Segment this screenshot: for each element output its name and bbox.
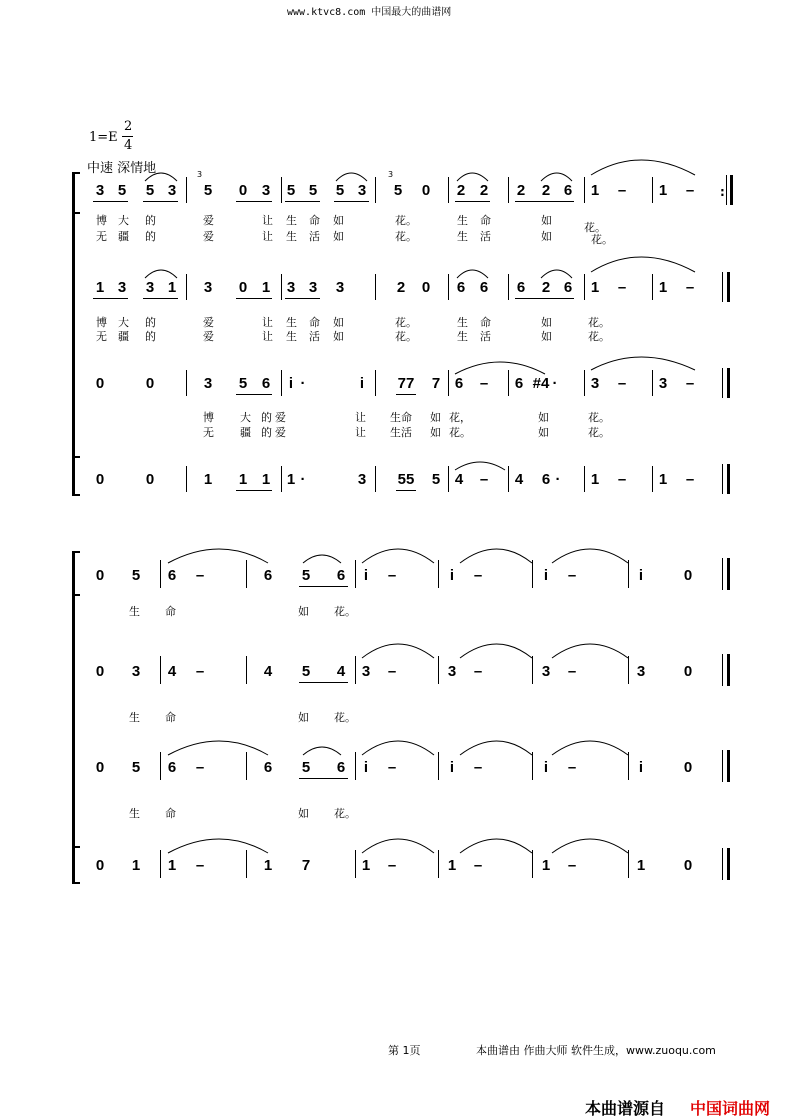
- lyric: 花。: [588, 426, 610, 439]
- bracket-bottom-hook: [72, 494, 80, 496]
- software-credit: 本曲谱由 作曲大师 软件生成，www.zuoqu.com: [476, 1044, 716, 1057]
- note: 5: [393, 182, 403, 199]
- note: 1: [95, 279, 105, 296]
- note: 1: [636, 857, 646, 874]
- note: 2: [456, 182, 466, 199]
- note: 6: [263, 759, 273, 776]
- lyric: 命: [309, 214, 320, 227]
- lyric: 爱: [275, 411, 286, 424]
- bracket-mid-hook: [72, 594, 80, 596]
- lyric: 如: [541, 316, 552, 329]
- lyric: 生活: [390, 426, 412, 439]
- note: 0: [683, 759, 693, 776]
- lyric: 命: [165, 605, 176, 618]
- note: 3: [357, 182, 367, 199]
- time-signature-top: 2: [124, 119, 133, 134]
- note: –: [617, 375, 627, 392]
- note: 0: [683, 567, 693, 584]
- note: –: [567, 567, 577, 584]
- note: i: [363, 759, 369, 776]
- lyric: 花。: [588, 330, 610, 343]
- note: 1: [203, 471, 213, 488]
- lyric: 的: [145, 330, 156, 343]
- note: 6: [514, 375, 524, 392]
- lyric: 如: [333, 214, 344, 227]
- note: 1: [167, 857, 177, 874]
- note: –: [685, 471, 695, 488]
- lyric: 花，: [449, 411, 471, 424]
- lyric: 的: [145, 316, 156, 329]
- lyric: 花。: [395, 230, 417, 243]
- note: 6: [541, 471, 551, 488]
- note: 0: [421, 279, 431, 296]
- note: 6: [563, 182, 573, 199]
- lyric: 命: [480, 316, 491, 329]
- lyric: 花。: [584, 221, 606, 234]
- note: 4: [454, 471, 464, 488]
- lyric: 如: [333, 230, 344, 243]
- beam: [93, 298, 128, 299]
- lyric: 花。: [588, 316, 610, 329]
- note: 5: [301, 663, 311, 680]
- lyric: 生: [286, 214, 297, 227]
- lyric: 如: [430, 411, 441, 424]
- note: 0: [95, 567, 105, 584]
- note: 6: [479, 279, 489, 296]
- lyric: 花。: [591, 233, 613, 246]
- note: 0: [683, 857, 693, 874]
- lyric: 大: [118, 316, 129, 329]
- time-signature-bottom: 4: [124, 138, 133, 153]
- lyric: 的: [145, 214, 156, 227]
- note: 2: [541, 182, 551, 199]
- lyric: 花。: [334, 711, 356, 724]
- lyric: 无: [203, 426, 214, 439]
- note: 1: [167, 279, 177, 296]
- note: 6: [563, 279, 573, 296]
- note: 3: [447, 663, 457, 680]
- note: 5: [131, 567, 141, 584]
- note: –: [567, 663, 577, 680]
- note: –: [567, 857, 577, 874]
- note: 3: [261, 182, 271, 199]
- beam: [299, 682, 348, 683]
- key-signature: 1=E: [89, 130, 118, 145]
- note: 2: [541, 279, 551, 296]
- lyric: 爱: [203, 230, 214, 243]
- note: 3: [117, 279, 127, 296]
- lyric: 活: [480, 330, 491, 343]
- note: 6: [167, 759, 177, 776]
- note: 1: [590, 471, 600, 488]
- note: i: [449, 567, 455, 584]
- beam: [285, 298, 320, 299]
- note: 5: [431, 471, 441, 488]
- bracket-bottom-hook: [72, 882, 80, 884]
- note: i: [449, 759, 455, 776]
- lyric: 活: [309, 230, 320, 243]
- beam: [455, 201, 490, 202]
- lyric: 花。: [395, 316, 417, 329]
- beam: [515, 298, 574, 299]
- lyric: 花。: [334, 807, 356, 820]
- note: 1: [447, 857, 457, 874]
- note: 1: [261, 279, 271, 296]
- note: –: [473, 857, 483, 874]
- note: 5: [238, 375, 248, 392]
- site-header: www.ktvc8.com 中国最大的曲谱网: [287, 7, 452, 18]
- note: 0: [95, 759, 105, 776]
- note: 3: [357, 471, 367, 488]
- note: 6: [261, 375, 271, 392]
- lyric: 大: [240, 411, 251, 424]
- tempo-marking: 中速 深情地: [87, 161, 157, 176]
- lyric: 如: [298, 605, 309, 618]
- lyric: 花。: [395, 330, 417, 343]
- lyric: 如: [333, 316, 344, 329]
- note: 1: [658, 279, 668, 296]
- note: 5: [131, 759, 141, 776]
- lyric: 如: [538, 426, 549, 439]
- note: 3: [95, 182, 105, 199]
- lyric: 如: [541, 214, 552, 227]
- note: 6: [167, 567, 177, 584]
- beam: [299, 778, 348, 779]
- slur-group: [0, 825, 790, 860]
- lyric: 活: [480, 230, 491, 243]
- page-number: 第 1页: [388, 1044, 421, 1057]
- lyric: 生: [129, 807, 140, 820]
- lyric: 让: [262, 330, 273, 343]
- note: –: [387, 663, 397, 680]
- beam: [334, 201, 369, 202]
- lyric: 博: [203, 411, 214, 424]
- triplet-mark: 3: [197, 170, 203, 179]
- lyric: 生: [286, 316, 297, 329]
- note: 3: [541, 663, 551, 680]
- note: –: [473, 663, 483, 680]
- note: 5: [335, 182, 345, 199]
- lyric: 让: [262, 316, 273, 329]
- lyric: 生: [457, 330, 468, 343]
- lyric: 命: [165, 711, 176, 724]
- beam: [93, 201, 128, 202]
- note: –: [387, 759, 397, 776]
- lyric: 命: [480, 214, 491, 227]
- note: 0: [95, 375, 105, 392]
- note: 3: [658, 375, 668, 392]
- beam: [515, 201, 574, 202]
- slur-group: [0, 252, 790, 282]
- note: ·: [552, 375, 558, 392]
- beam: [299, 586, 348, 587]
- note: 55: [397, 471, 415, 488]
- lyric: 生: [286, 330, 297, 343]
- lyric: 的: [261, 411, 272, 424]
- note: i: [543, 567, 549, 584]
- lyric: 大: [118, 214, 129, 227]
- note: –: [473, 759, 483, 776]
- lyric: 命: [309, 316, 320, 329]
- note: 2: [479, 182, 489, 199]
- beam: [396, 394, 416, 395]
- time-signature-line: [122, 136, 133, 137]
- note: 7: [301, 857, 311, 874]
- lyric: 活: [309, 330, 320, 343]
- note: 3: [167, 182, 177, 199]
- note: 1: [658, 182, 668, 199]
- slur-group: [0, 727, 790, 762]
- note: –: [195, 663, 205, 680]
- lyric: 生: [457, 316, 468, 329]
- note: 5: [145, 182, 155, 199]
- note: 0: [95, 857, 105, 874]
- note: 1: [131, 857, 141, 874]
- bracket-mid-hook: [72, 212, 80, 214]
- note: 5: [308, 182, 318, 199]
- beam: [285, 201, 320, 202]
- note: 0: [238, 182, 248, 199]
- note: 0: [95, 471, 105, 488]
- note: i: [638, 567, 644, 584]
- note: 6: [456, 279, 466, 296]
- note: –: [473, 567, 483, 584]
- lyric: 花。: [588, 411, 610, 424]
- note: 0: [145, 375, 155, 392]
- lyric: 让: [355, 426, 366, 439]
- lyric: 生: [286, 230, 297, 243]
- slur-group: [0, 630, 790, 665]
- note: ·: [300, 471, 306, 488]
- lyric: 爱: [203, 330, 214, 343]
- note: 2: [396, 279, 406, 296]
- note: –: [387, 857, 397, 874]
- slur-group: [0, 535, 790, 570]
- note: –: [387, 567, 397, 584]
- note: 3: [203, 375, 213, 392]
- note: 3: [203, 279, 213, 296]
- note: #4: [532, 375, 550, 392]
- lyric: 疆: [118, 230, 129, 243]
- lyric: 爱: [275, 426, 286, 439]
- lyric: 疆: [118, 330, 129, 343]
- note: 1: [361, 857, 371, 874]
- note: 0: [145, 471, 155, 488]
- note: 1: [590, 182, 600, 199]
- triplet-mark: 3: [388, 170, 394, 179]
- lyric: 如: [538, 411, 549, 424]
- source-label: 本曲谱源自: [585, 1099, 666, 1118]
- lyric: 花。: [334, 605, 356, 618]
- note: 4: [167, 663, 177, 680]
- note: –: [617, 471, 627, 488]
- note: 77: [397, 375, 415, 392]
- note: –: [195, 857, 205, 874]
- beam: [143, 298, 178, 299]
- note: –: [567, 759, 577, 776]
- lyric: 无: [96, 230, 107, 243]
- note: 4: [514, 471, 524, 488]
- note: 4: [263, 663, 273, 680]
- lyric: 生: [457, 214, 468, 227]
- note: 5: [286, 182, 296, 199]
- note: 2: [516, 182, 526, 199]
- note: 0: [238, 279, 248, 296]
- note: 1: [263, 857, 273, 874]
- note: ·: [555, 471, 561, 488]
- lyric: 的: [261, 426, 272, 439]
- note: 3: [145, 279, 155, 296]
- lyric: 如: [541, 230, 552, 243]
- note: i: [288, 375, 294, 392]
- note: 1: [541, 857, 551, 874]
- lyric: 让: [355, 411, 366, 424]
- note: 3: [590, 375, 600, 392]
- lyric: 让: [262, 230, 273, 243]
- lyric: 生: [129, 711, 140, 724]
- note: i: [638, 759, 644, 776]
- note: 6: [336, 759, 346, 776]
- lyric: 如: [298, 711, 309, 724]
- slur-group: [0, 155, 790, 185]
- note: 6: [263, 567, 273, 584]
- note: –: [617, 182, 627, 199]
- note: ·: [300, 375, 306, 392]
- note: 3: [308, 279, 318, 296]
- lyric: 如: [298, 807, 309, 820]
- lyric: 生: [129, 605, 140, 618]
- repeat-dots: :: [720, 185, 725, 199]
- beam: [236, 201, 272, 202]
- note: –: [617, 279, 627, 296]
- lyric: 的: [145, 230, 156, 243]
- note: –: [685, 182, 695, 199]
- beam: [396, 490, 416, 491]
- beam: [236, 490, 272, 491]
- note: 1: [658, 471, 668, 488]
- note: 7: [431, 375, 441, 392]
- note: –: [685, 279, 695, 296]
- note: 4: [336, 663, 346, 680]
- slur-group: [0, 448, 790, 478]
- note: 0: [95, 663, 105, 680]
- note: –: [195, 567, 205, 584]
- note: 3: [131, 663, 141, 680]
- note: –: [195, 759, 205, 776]
- note: –: [479, 375, 489, 392]
- note: 0: [683, 663, 693, 680]
- beam: [236, 394, 272, 395]
- note: i: [363, 567, 369, 584]
- note: i: [543, 759, 549, 776]
- note: 1: [286, 471, 296, 488]
- note: 5: [117, 182, 127, 199]
- lyric: 博: [96, 316, 107, 329]
- note: 1: [590, 279, 600, 296]
- lyric: 疆: [240, 426, 251, 439]
- note: 3: [286, 279, 296, 296]
- note: 1: [238, 471, 248, 488]
- beam: [236, 298, 272, 299]
- note: –: [685, 375, 695, 392]
- note: i: [359, 375, 365, 392]
- lyric: 爱: [203, 316, 214, 329]
- lyric: 花。: [449, 426, 471, 439]
- note: 5: [301, 759, 311, 776]
- note: 6: [516, 279, 526, 296]
- note: 0: [421, 182, 431, 199]
- note: 1: [261, 471, 271, 488]
- note: 3: [335, 279, 345, 296]
- lyric: 生: [457, 230, 468, 243]
- lyric: 花。: [395, 214, 417, 227]
- lyric: 如: [333, 330, 344, 343]
- note: 5: [203, 182, 213, 199]
- note: –: [479, 471, 489, 488]
- lyric: 让: [262, 214, 273, 227]
- note: 5: [301, 567, 311, 584]
- lyric: 无: [96, 330, 107, 343]
- lyric: 如: [541, 330, 552, 343]
- lyric: 博: [96, 214, 107, 227]
- source-brand[interactable]: 中国词曲网: [690, 1099, 771, 1118]
- slur-group: [0, 350, 790, 380]
- note: 6: [454, 375, 464, 392]
- note: 6: [336, 567, 346, 584]
- beam: [143, 201, 178, 202]
- note: 3: [361, 663, 371, 680]
- lyric: 爱: [203, 214, 214, 227]
- lyric: 如: [430, 426, 441, 439]
- lyric: 生命: [390, 411, 412, 424]
- lyric: 命: [165, 807, 176, 820]
- note: 3: [636, 663, 646, 680]
